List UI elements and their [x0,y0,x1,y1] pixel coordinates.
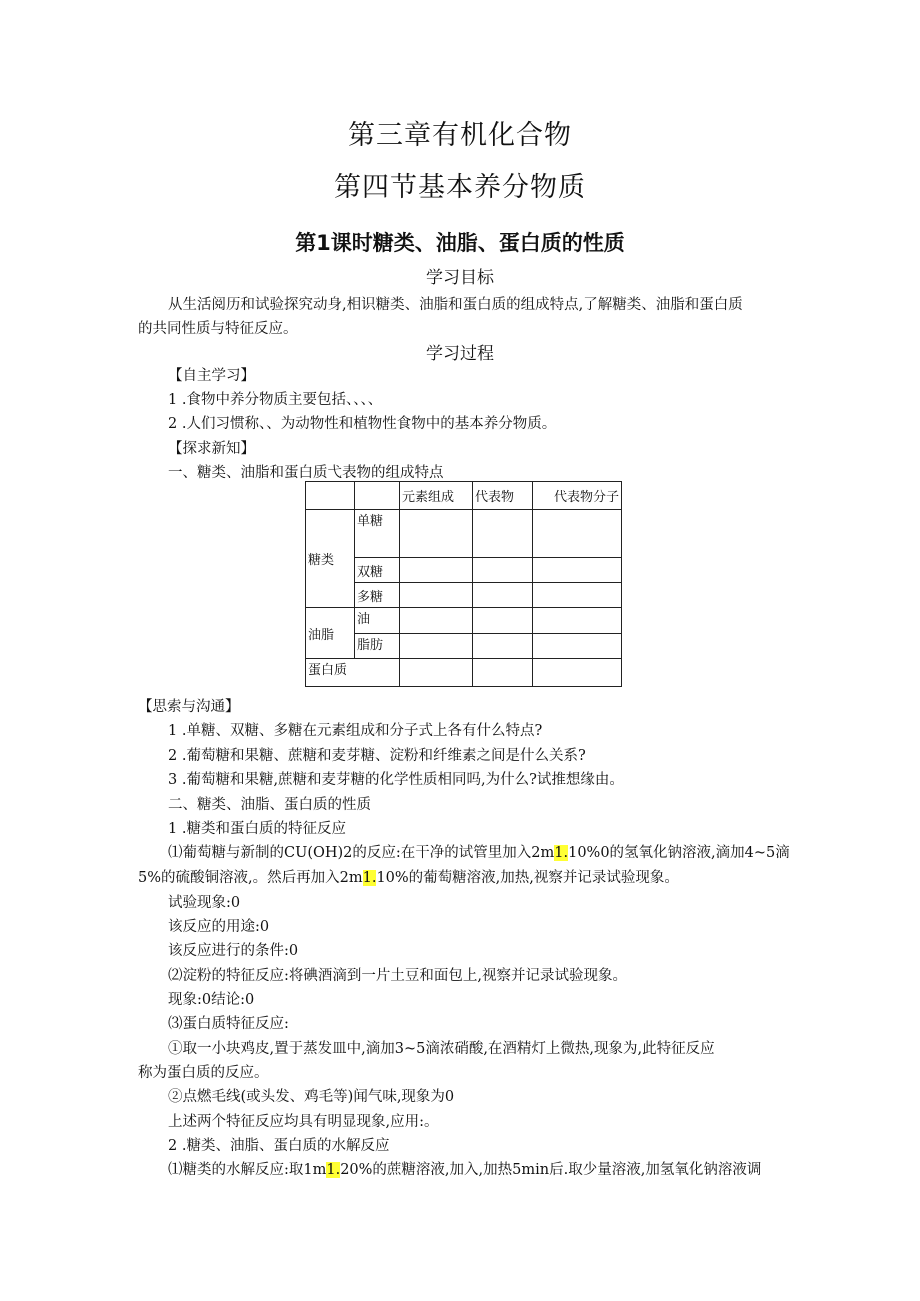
cell [533,659,622,687]
self-study-label: 【自主学习】 [168,368,255,384]
h1-text-a: ⑴糖类的水解反应:取1m [168,1162,327,1178]
cell [400,634,473,659]
chapter-title: 第三章有机化合物 [348,120,572,151]
cell [473,659,533,687]
cell [473,634,533,659]
cell [533,510,622,558]
reaction3: ⑶蛋白质特征反应: [168,1016,289,1032]
cell [533,558,622,583]
reaction3-b: ②点燃毛线(或头发、鸡毛等)闻气味,现象为0 [168,1089,455,1105]
reaction3-c: 上述两个特征反应均具有明显现象,应用:。 [168,1114,439,1130]
think-q1: 1 .单糖、双糖、多糖在元素组成和分子式上各有什么特点? [168,723,543,739]
row-oil: 油 [355,608,400,634]
think-q3: 3 .葡萄糖和果糖,蔗糖和麦芽糖的化学性质相同吗,为什么?试推想缘由。 [168,772,624,788]
h1-highlight: 1. [326,1162,341,1178]
cell [473,608,533,634]
cell [400,558,473,583]
condition: 该反应进行的条件:0 [168,943,299,959]
r1-highlight: 1. [554,845,569,861]
lesson-title: 第1课时糖类、油脂、蛋白质的性质 [295,231,625,255]
group-sugar: 糖类 [306,510,355,608]
cell [473,558,533,583]
cell [533,583,622,608]
row-poly: 多糖 [355,583,400,608]
reaction3-a-line2: 称为蛋白质的反应。 [138,1065,269,1081]
r1-text-c: 5%的硫酸铜溶液,。然后再加入2m [138,870,363,886]
h1-text-b: 20%的蔗糖溶液,加入,加热5min后.取少量溶液,加氢氧化钠溶液调 [340,1162,762,1178]
r1-text-d: 10%的葡萄糖溶液,加热,视察并记录试验现象。 [376,870,679,886]
r1-text-a: ⑴葡萄糖与新制的CU(OH)2的反应:在干净的试管里加入2m [168,845,555,861]
cell [400,608,473,634]
use: 该反应的用途:0 [168,919,270,935]
table-corner-2 [355,482,400,510]
think-q2: 2 .葡萄糖和果糖、蔗糖和麦芽糖、淀粉和纤维素之间是什么关系? [168,748,586,764]
table-corner [306,482,355,510]
cell [400,659,473,687]
hydrolysis-line1 [168,1158,761,1179]
reaction2: ⑵淀粉的特征反应:将碘酒滴到一片土豆和面包上,视察并记录试验现象。 [168,968,627,984]
cell [473,510,533,558]
composition-table [305,481,622,687]
r1-highlight-2: 1. [362,870,377,886]
cell [400,583,473,608]
header-elements: 元素组成 [400,482,473,510]
cell [473,583,533,608]
explore-part1: 一、糖类、油脂和蛋白质弋表物的组成特点 [168,465,444,481]
part2-sub1: 1 .糖类和蛋白质的特征反应 [168,821,346,837]
reaction1-line1 [168,841,790,862]
objectives-line-2: 的共同性质与特征反应。 [138,321,298,337]
think-label: 【思索与沟通】 [138,699,240,715]
explore-label: 【探求新知】 [168,441,255,457]
phenomenon: 试验现象:0 [168,895,241,911]
row-di: 双糖 [355,558,400,583]
part2-sub2: 2 .糖类、油脂、蛋白质的水解反应 [168,1138,390,1154]
self-study-q1: 1 .食物中养分物质主要包括、、、、 [168,392,383,408]
row-protein: 蛋白质 [306,659,400,687]
row-fat: 脂肪 [355,634,400,659]
header-representative: 代表物 [473,482,533,510]
objectives-line-1: 从生活阅历和试验探究动身,相识糖类、油脂和蛋白质的组成特点,了解糖类、油脂和蛋白质 [168,297,743,313]
reaction3-a-line1: ①取一小块鸡皮,置于蒸发皿中,滴加3~5滴浓硝酸,在酒精灯上微热,现象为,此特征反应 [168,1041,715,1057]
cell [533,608,622,634]
header-molecule: 代表物分子 [533,482,622,510]
group-fat: 油脂 [306,608,355,659]
self-study-q2: 2 .人们习惯称、、为动物性和植物性食物中的基本养分物质。 [168,416,557,432]
objectives-heading: 学习目标 [426,268,494,288]
r1-text-b: 10%0的氢氧化钠溶液,滴加4~5滴 [568,845,790,861]
reaction2-result: 现象:0结论:0 [168,992,255,1008]
part2-heading: 二、糖类、油脂、蛋白质的性质 [168,797,371,813]
cell [533,634,622,659]
cell [400,510,473,558]
section-title: 第四节基本养分物质 [334,172,586,203]
process-heading: 学习过程 [426,344,494,364]
row-mono: 单糖 [355,510,400,558]
reaction1-line2 [138,866,679,887]
